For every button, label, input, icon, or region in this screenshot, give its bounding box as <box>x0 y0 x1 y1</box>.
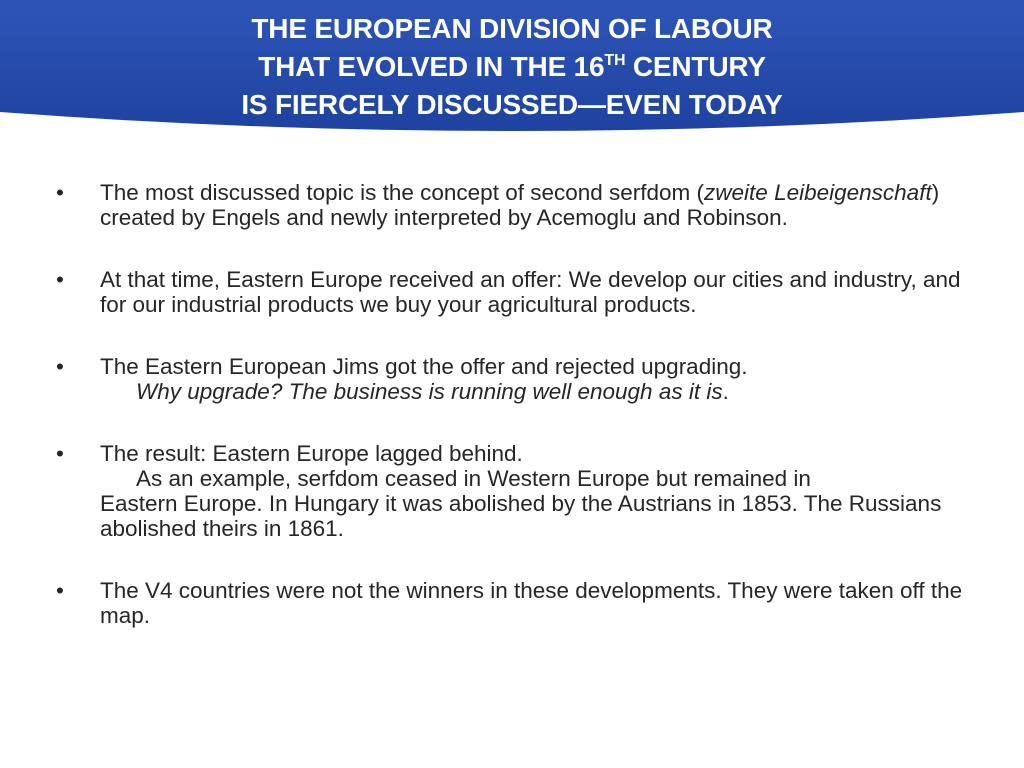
bullet-italic-line <box>100 379 976 404</box>
bullet-text: The result: Eastern Europe lagged behind. <box>100 441 523 466</box>
bullet-italic-period: . <box>722 379 729 404</box>
bullet-item <box>56 354 976 404</box>
bullet-marker: • <box>56 441 64 466</box>
title-line-1: THE EUROPEAN DIVISION OF LABOUR <box>251 13 773 44</box>
bullet-marker: • <box>56 354 64 379</box>
bullet-marker: • <box>56 578 64 603</box>
bullet-italic-term: zweite Leibeigenschaft <box>704 180 932 205</box>
bullet-example-first-line: As an example, serfdom ceased in Western Europe but remained in <box>136 466 811 491</box>
bullet-marker: • <box>56 180 64 205</box>
bullet-item <box>56 441 976 541</box>
title-banner <box>0 0 1024 145</box>
bullet-list <box>56 180 976 665</box>
title-line-2-suffix: CENTURY <box>625 51 766 82</box>
bullet-text: The most discussed topic is the concept of second serfdom ( <box>100 180 705 205</box>
title-line-3: IS FIERCELY DISCUSSED—EVEN TODAY <box>241 89 783 120</box>
bullet-text-continued: ) created by Engels and newly interpreted by Acemoglu and Robinson. <box>100 180 940 230</box>
bullet-text: The V4 countries were not the winners in these developments. They were taken off the map. <box>100 578 963 628</box>
bullet-marker: • <box>56 267 64 292</box>
bullet-example-rest: Eastern Europe. In Hungary it was abolished by the Austrians in 1853. The Russians abolished theirs in 1861. <box>100 491 942 541</box>
bullet-text: The Eastern European Jims got the offer and rejected upgrading. <box>100 354 748 379</box>
title-superscript: TH <box>604 52 626 69</box>
bullet-text: At that time, Eastern Europe received an offer: We develop our cities and industry, and for our industrial products we buy your agricultural products. <box>100 267 961 317</box>
bullet-item <box>56 180 976 230</box>
title-line-2 <box>0 48 1024 86</box>
bullet-italic-text: Why upgrade? The business is running well enough as it is <box>136 379 723 404</box>
title-line-2-prefix: THAT EVOLVED IN THE 16 <box>258 51 605 82</box>
slide-title <box>0 10 1024 124</box>
bullet-item <box>56 578 976 628</box>
bullet-item <box>56 267 976 317</box>
